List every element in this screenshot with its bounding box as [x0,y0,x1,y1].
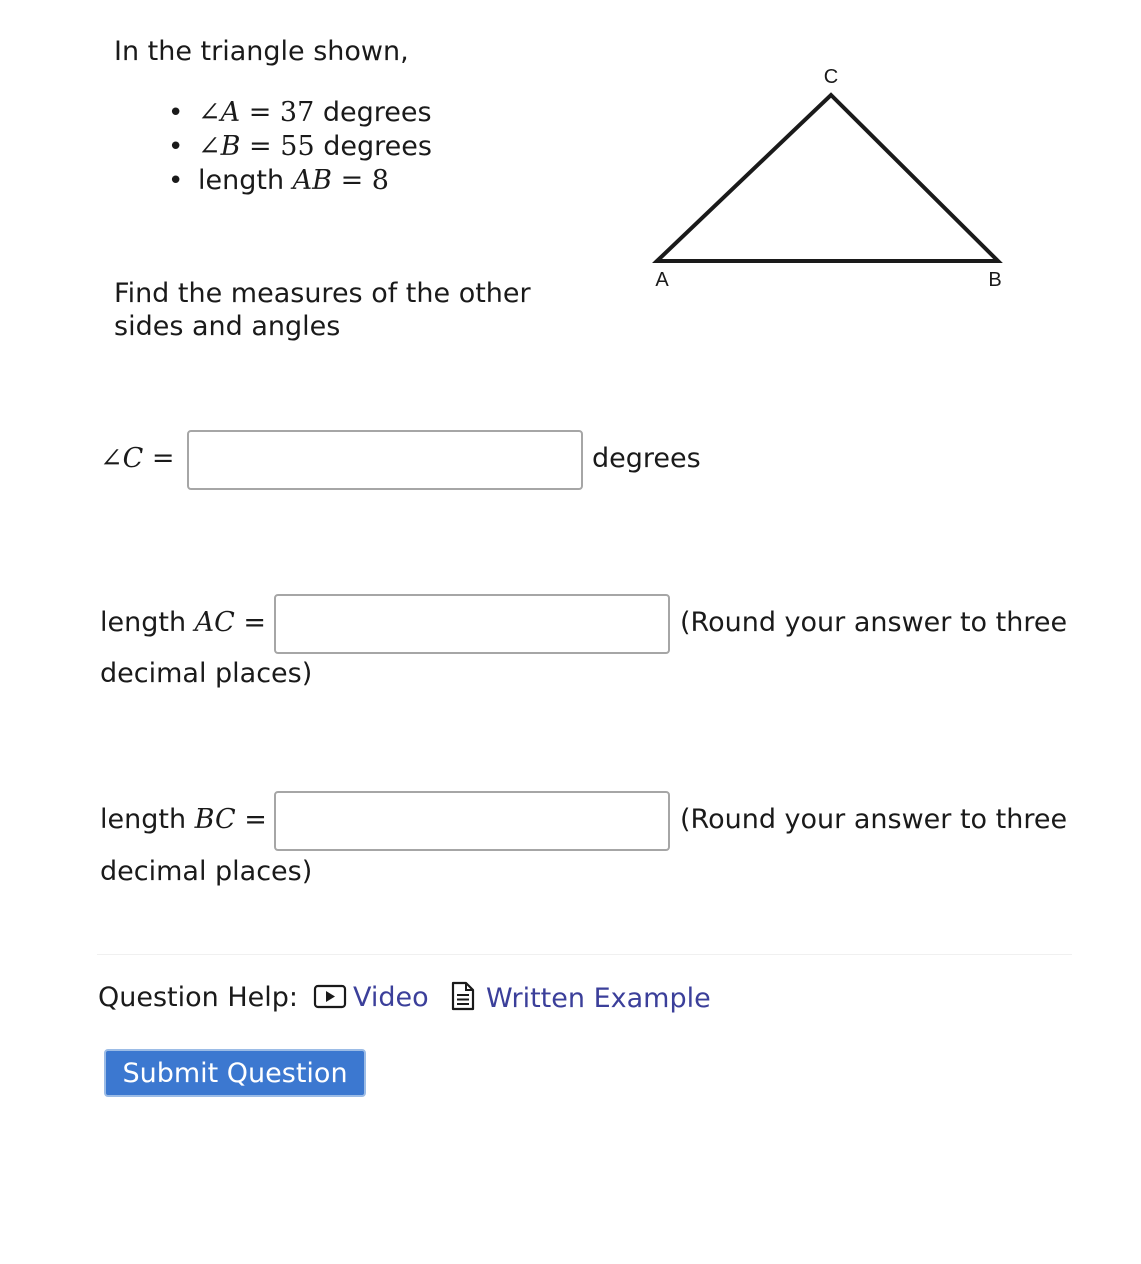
problem-intro: In the triangle shown, [114,36,409,67]
angle-c-input[interactable] [187,430,583,490]
length-bc-input[interactable] [274,791,670,851]
triangle-figure [640,55,1020,300]
length-ac-input[interactable] [274,594,670,654]
given-angle-b: • ∠B = 55 degrees [168,130,432,164]
vertex-label-c: C [823,66,839,88]
given-length-ab: • length AB = 8 [168,164,432,198]
question-help-label: Question Help: [98,982,298,1013]
length-bc-hint-line-2: decimal places) [100,856,313,887]
instruction-line-1: Find the measures of the other [114,278,531,309]
length-bc-hint-line-1: (Round your answer to three [680,804,1068,835]
vertex-label-a: A [655,269,669,291]
length-ac-hint-line-2: decimal places) [100,658,313,689]
document-icon [450,981,476,1011]
angle-c-unit: degrees [592,443,701,474]
length-ac-label: length AC = [100,607,267,638]
written-example-link[interactable]: Written Example [450,981,711,1016]
length-bc-label: length BC = [100,804,267,835]
angle-c-label: ∠C = [100,443,175,474]
givens-list [168,96,432,198]
triangle-shape [657,95,998,261]
submit-question-button[interactable]: Submit Question [104,1049,366,1097]
section-divider [97,954,1072,955]
play-video-icon [313,983,347,1009]
instruction-line-2: sides and angles [114,311,341,342]
vertex-label-b: B [988,269,1002,291]
video-link[interactable]: Video [313,981,429,1015]
given-angle-a: • ∠A = 37 degrees [168,96,432,130]
length-ac-hint-line-1: (Round your answer to three [680,607,1068,638]
